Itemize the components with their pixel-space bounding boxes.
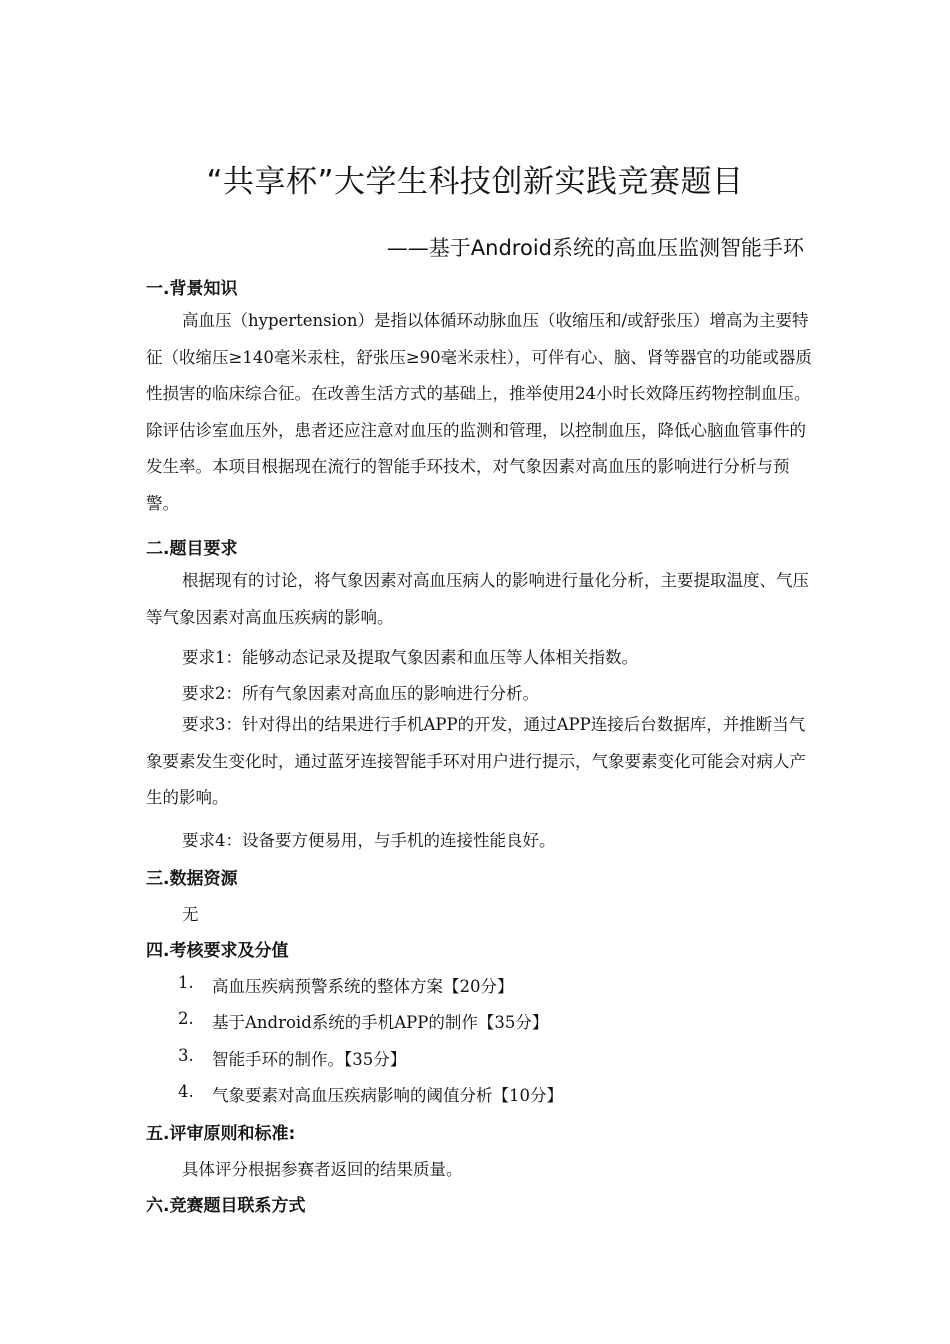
assessment-item: 智能手环的制作。【35分】 — [212, 1050, 407, 1069]
section-heading-data-resources: 三.数据资源 — [146, 869, 238, 889]
requirement-4: 要求4：设备要方便易用，与手机的连接性能良好。 — [182, 831, 556, 850]
section-heading-review-criteria: 五.评审原则和标准: — [146, 1124, 296, 1144]
review-criteria-text: 具体评分根据参赛者返回的结果质量。 — [182, 1160, 463, 1179]
section-heading-contact: 六.竞赛题目联系方式 — [146, 1196, 306, 1216]
assessment-item-number: 2. — [178, 1009, 194, 1028]
assessment-item-number: 3. — [178, 1046, 194, 1065]
background-paragraph: 高血压（hypertension）是指以体循环动脉血压（收缩压和/或舒张压）增高为主要特征（收缩压≥140毫米汞柱，舒张压≥90毫米汞柱），可伴有心、脑、肾等器官的功能或器质性损害的临床综合征。在改善生活方式的基础上，推举使用24小时长效降压药物控制血压。除评估诊室血压外，患者还应注意对血压的监测和管理，以控制血压，降低心脑血管事件的发生率。本项目根据现在流行的智能手环技术，对气象因素对高血压的影响进行分析与预警。 — [146, 311, 812, 513]
requirements-paragraph: 根据现有的讨论，将气象因素对高血压病人的影响进行量化分析，主要提取温度、气压等气象因素对高血压疾病的影响。 — [146, 571, 809, 627]
assessment-item-number: 1. — [178, 973, 194, 992]
document-title: “共享杯”大学生科技创新实践竞赛题目 — [206, 164, 744, 200]
requirement-3: 要求3：针对得出的结果进行手机APP的开发，通过APP连接后台数据库，并推断当气象要素发生变化时，通过蓝牙连接智能手环对用户进行提示，气象要素变化可能会对病人产生的影响。 — [146, 715, 806, 807]
assessment-item: 基于Android系统的手机APP的制作【35分】 — [212, 1013, 549, 1032]
section-heading-background: 一.背景知识 — [146, 279, 238, 299]
requirement-2: 要求2：所有气象因素对高血压的影响进行分析。 — [182, 684, 539, 703]
document-subtitle: ——基于Android系统的高血压监测智能手环 — [386, 236, 804, 260]
data-resources-text: 无 — [182, 905, 199, 924]
assessment-item: 气象要素对高血压疾病影响的阈值分析【10分】 — [212, 1086, 563, 1105]
requirement-1: 要求1：能够动态记录及提取气象因素和血压等人体相关指数。 — [182, 648, 638, 667]
assessment-item-number: 4. — [178, 1082, 194, 1101]
section-heading-assessment: 四.考核要求及分值 — [146, 941, 289, 961]
assessment-item: 高血压疾病预警系统的整体方案【20分】 — [212, 977, 514, 996]
section-heading-requirements: 二.题目要求 — [146, 539, 238, 559]
